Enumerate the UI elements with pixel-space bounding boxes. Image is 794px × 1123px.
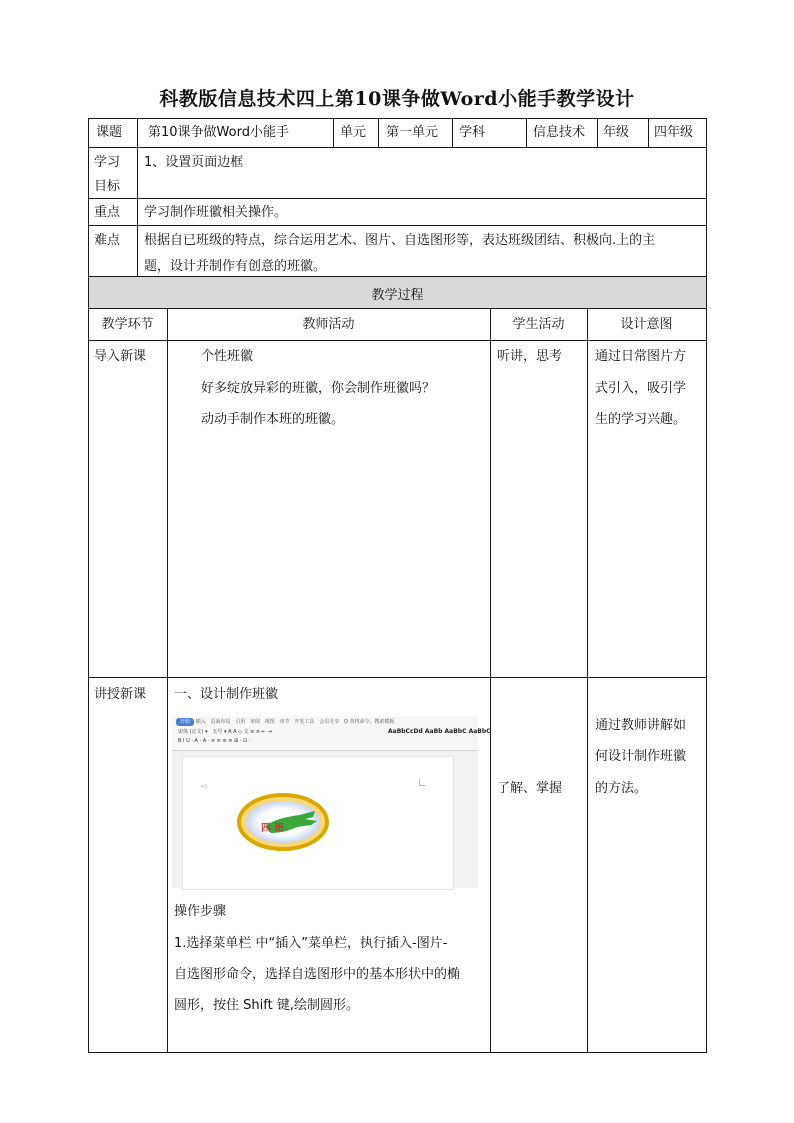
col-header-teacher: 教师活动	[302, 317, 355, 332]
document-page	[182, 756, 454, 890]
steps-title: 操作步骤	[174, 904, 227, 919]
text-cursor-icon: ↵|	[201, 784, 207, 790]
teach-intent-line: 何设计制作班徽	[595, 749, 687, 764]
ribbon-tabs	[176, 718, 395, 726]
lesson-label: 课题	[96, 125, 123, 140]
difficulty-line-1: 根据自已班级的特点，综合运用艺术、图片、自选图形等，表达班级团结、积极向.上的主	[144, 233, 656, 248]
step-line: 自选图形命令，选择自选图形中的基本形状中的椭	[174, 967, 461, 982]
key-text: 学习制作班徽相关操作。	[144, 205, 288, 220]
process-header: 教学过程	[371, 288, 424, 303]
intro-teacher-line: 动动手制作本班的班徽。	[201, 412, 345, 427]
teach-intent-line: 通过教师讲解如	[595, 718, 687, 733]
ribbon-tab: 插入	[195, 719, 206, 725]
ribbon-tab: Q 查找命令、搜索模板	[343, 719, 395, 725]
goal-text: 1、设置页面边框	[144, 155, 244, 170]
word-screenshot	[172, 716, 491, 888]
format-row: B I U · A · A · ≡ ≡ ≡ ≡ ⊞ · ⊡ ·	[178, 738, 251, 744]
teach-stage: 讲授新课	[94, 687, 147, 702]
difficulty-line-2: 题，设计并制作有创意的班徽。	[144, 259, 327, 274]
grade-label: 年级	[603, 125, 630, 140]
ribbon-tab: 视图	[264, 719, 275, 725]
ribbon-tab: 审阅	[250, 719, 261, 725]
goal-label-1: 学习	[94, 155, 121, 170]
lesson-value: 第10课争做Word小能手	[148, 125, 289, 140]
teach-student: 了解、掌握	[497, 781, 563, 796]
step-line: 1.选择菜单栏 中“插入”菜单栏，执行插入-图片-	[174, 936, 448, 951]
ribbon-tab: 开发工具	[294, 719, 315, 725]
intro-teacher-line: 个性班徽	[201, 349, 254, 364]
unit-value: 第一单元	[386, 125, 439, 140]
font-size: 五号	[212, 729, 223, 735]
badge-text: 四 班	[261, 823, 285, 834]
document-title: 科教版信息技术四上第10课争做Word小能手教学设计	[159, 88, 635, 110]
subject-label: 学科	[459, 125, 486, 140]
goal-label-2: 目标	[94, 179, 121, 194]
intro-intent-line: 式引入，吸引学	[595, 381, 687, 396]
ribbon-tab: 章节	[279, 719, 290, 725]
margin-corner-icon	[419, 779, 426, 786]
font-row: 宋体 (正文) ▾ 五号 ▾ A A ◇ 文 ≡ ≡ ⇤ ⇥	[178, 729, 272, 735]
ribbon-tab: 开始	[176, 718, 194, 726]
intro-intent-line: 生的学习兴趣。	[595, 412, 687, 427]
ribbon-tab: 会员专享	[319, 719, 340, 725]
grade-value: 四年级	[654, 125, 694, 140]
key-label: 重点	[94, 205, 121, 220]
unit-label: 单元	[340, 125, 367, 140]
ribbon-tab: 引用	[235, 719, 246, 725]
font-name: 宋体 (正文)	[178, 729, 204, 735]
col-header-intent: 设计意图	[620, 317, 673, 332]
intro-student: 听讲，思考	[497, 349, 563, 364]
style-gallery: AaBbCcDd AaBb AaBbC AaBbC	[388, 728, 491, 735]
ribbon-tab: 页面布局	[210, 719, 231, 725]
class-badge-image	[235, 791, 331, 853]
ribbon-toolbar	[172, 716, 491, 751]
intro-intent-line: 通过日常图片方	[595, 349, 687, 364]
teach-heading: 一、设计制作班徽	[174, 687, 279, 702]
intro-stage: 导入新课	[94, 349, 147, 364]
col-header-stage: 教学环节	[101, 317, 154, 332]
step-line: 圆形，按住 Shift 键,绘制圆形。	[174, 998, 359, 1013]
difficulty-label: 难点	[94, 233, 121, 248]
col-header-student: 学生活动	[512, 317, 565, 332]
teach-intent-line: 的方法。	[595, 781, 648, 796]
subject-value: 信息技术	[533, 125, 586, 140]
intro-teacher-line: 好多绽放异彩的班徽，你会制作班徽吗？	[201, 381, 436, 396]
